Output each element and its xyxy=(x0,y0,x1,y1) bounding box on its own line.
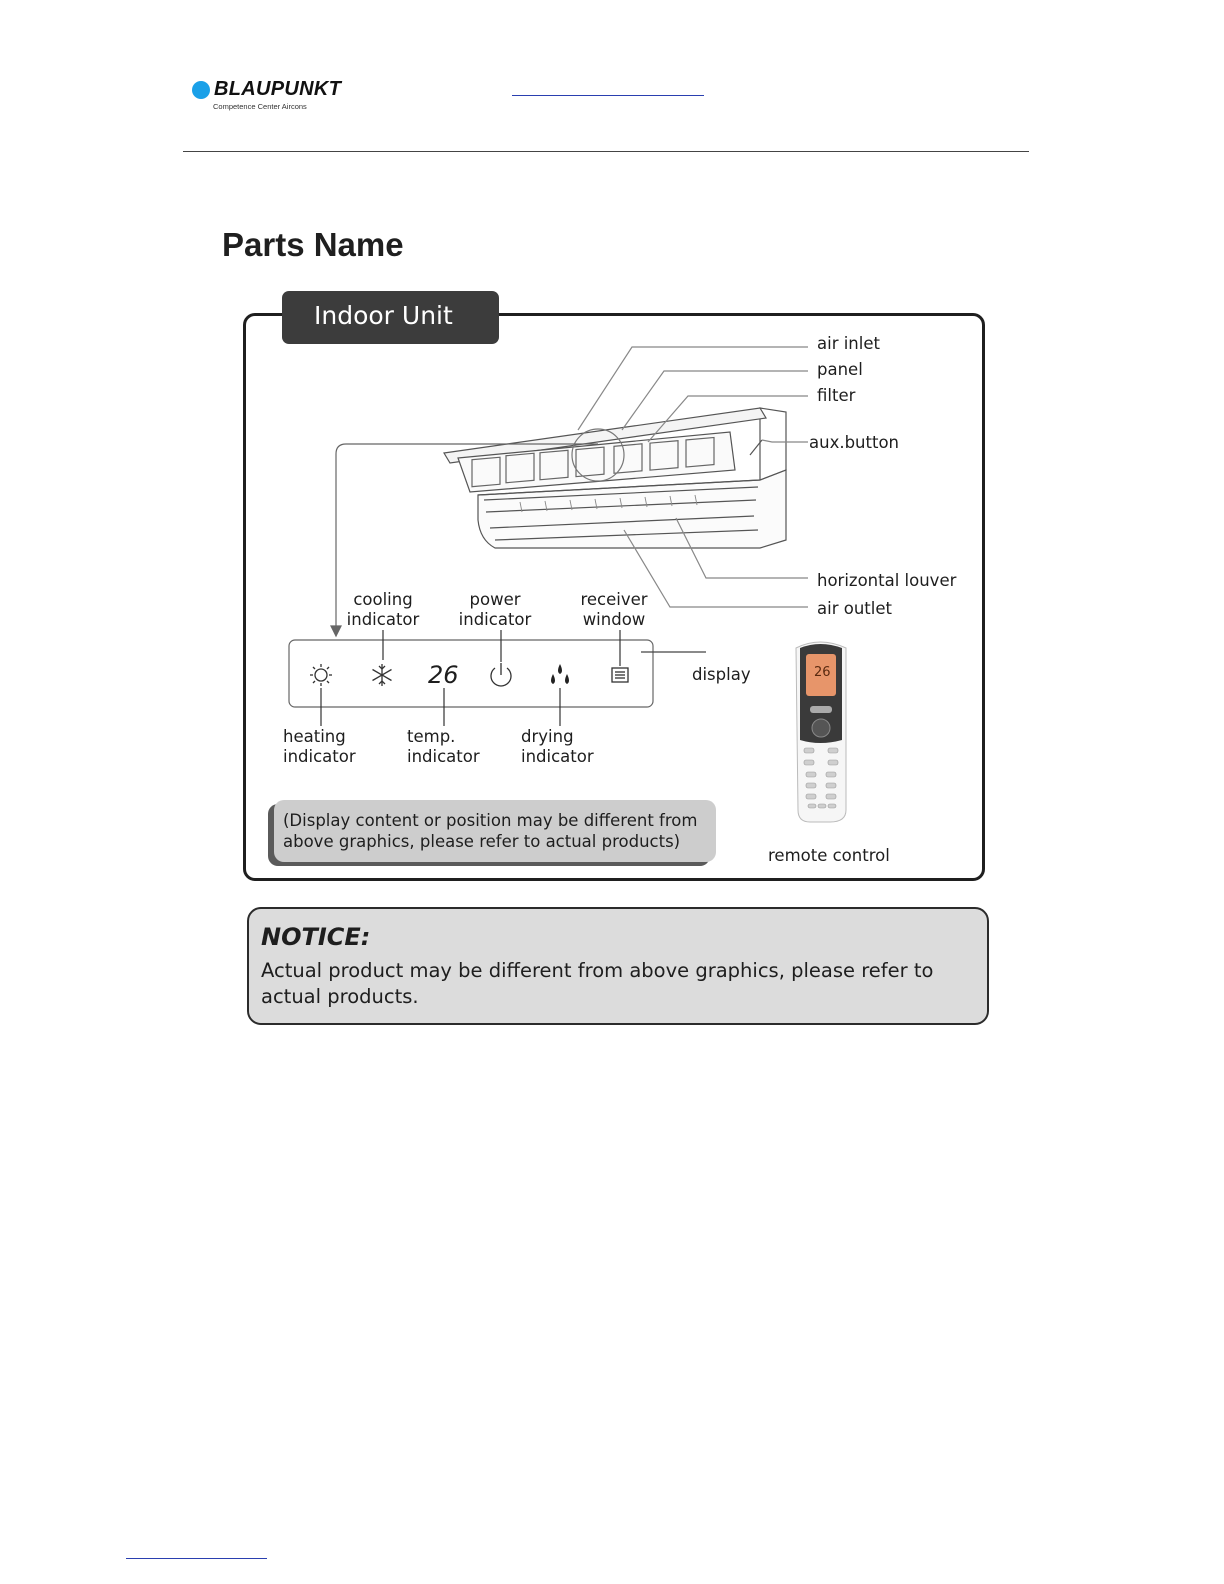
display-temp-digits: 26 xyxy=(428,661,459,689)
footer-link-underline[interactable] xyxy=(126,1558,267,1559)
label-filter: filter xyxy=(817,386,856,405)
label-aux-button: aux.button xyxy=(809,433,900,452)
logo-wordmark: BLAUPUNKT xyxy=(214,78,342,100)
display-panel xyxy=(289,640,653,707)
display-disclaimer xyxy=(268,800,716,866)
notice-title: NOTICE: xyxy=(261,923,371,951)
label-receiver-window: receiver window xyxy=(580,590,648,629)
page-title: Parts Name xyxy=(222,226,404,263)
label-display: display xyxy=(692,665,751,684)
indoor-unit-tab-label: Indoor Unit xyxy=(314,301,453,330)
label-panel: panel xyxy=(817,360,863,379)
disclaimer-text: (Display content or position may be different from above graphics, please refer to actual products) xyxy=(283,811,698,851)
label-temp-indicator: temp. indicator xyxy=(407,727,480,766)
indoor-unit-illustration xyxy=(444,408,786,548)
label-heating-indicator: heating indicator xyxy=(283,727,356,766)
label-drying-indicator: drying indicator xyxy=(521,727,594,766)
label-cooling-indicator: cooling indicator xyxy=(346,590,420,629)
label-air-outlet: air outlet xyxy=(817,599,892,618)
remote-screen-temp: 26 xyxy=(814,665,831,680)
notice-body: Actual product may be different from above graphics, please refer to actual products. xyxy=(261,959,934,1008)
label-air-inlet: air inlet xyxy=(817,334,880,353)
notice-box xyxy=(247,907,989,1025)
label-power-indicator: power indicator xyxy=(458,590,532,629)
label-horizontal-louver: horizontal louver xyxy=(817,571,957,590)
label-remote-control: remote control xyxy=(768,846,890,865)
logo-tagline: Competence Center Aircons xyxy=(213,102,307,111)
